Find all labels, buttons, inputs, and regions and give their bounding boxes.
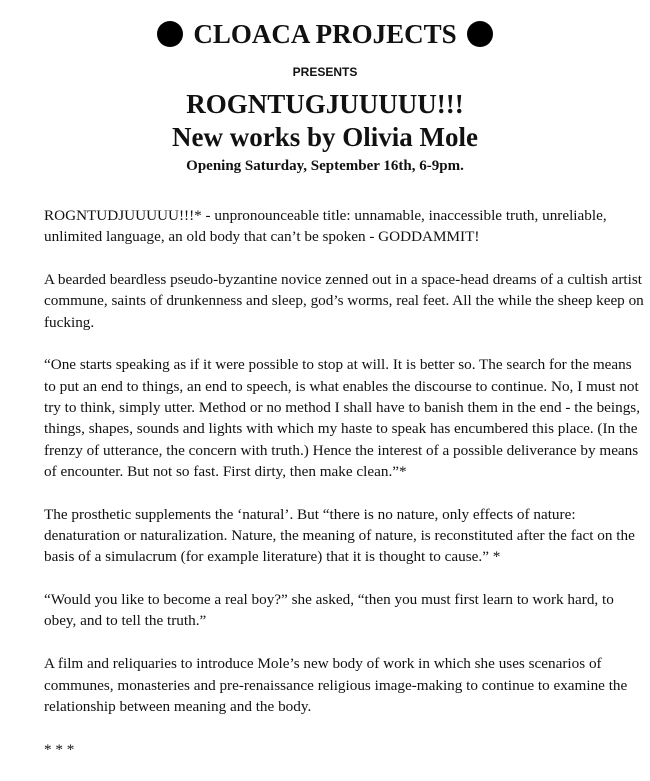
organization-title <box>0 14 650 54</box>
section-separator: * * * <box>44 740 75 758</box>
exhibition-title: ROGNTUGJUUUUU!!! <box>186 89 464 119</box>
presents-label: PRESENTS <box>292 65 358 79</box>
exhibition-subtitle: New works by Olivia Mole <box>172 122 478 152</box>
paragraph: ROGNTUDJUUUUU!!!* - unpronounceable title: unnamable, inaccessible truth, unreliable, unlimited language, an old body that can’t be spoken - GODDAMMIT! <box>44 207 607 246</box>
paragraph: “Would you like to become a real boy?” she asked, “then you must first learn to work hard, to obey, and to tell the truth.” <box>44 591 614 630</box>
paragraph: The prosthetic supplements the ‘natural’. But “there is no nature, only effects of nature: denaturation or naturalization. Nature, the meaning of nature, is reconstituted after the fact on the basis of a simulacrum (for example literature) that it is thought to cause.” * <box>44 505 635 566</box>
black-circle-icon <box>157 21 183 47</box>
paragraph: A film and reliquaries to introduce Mole’s new body of work in which she uses scenarios of communes, monasteries and pre-renaissance religious image-making to continue to examine the relationship between meaning and the body. <box>44 655 628 715</box>
organization-name: CLOACA PROJECTS <box>193 19 457 49</box>
paragraph: “One starts speaking as if it were possible to stop at will. It is better so. The search for the means to put an end to things, an end to speech, is what enables the discourse to continue. No, I must not try to think, simply utter. Method or no method I shall have to banish them in the end - the beings, things, shapes, sounds and lights with which my haste to speak has encumbered this place. (In the frenzy of utterance, the concern with truth.) Hence the interest of a possible deliverance by means of encounter. But not so fast. First dirty, then make clean.”* <box>44 356 641 480</box>
press-release-body <box>44 205 644 781</box>
black-circle-icon <box>467 21 493 47</box>
paragraph: A bearded beardless pseudo-byzantine novice zenned out in a space-head dreams of a cultish artist commune, saints of drunkenness and sleep, god’s worms, real feet. All the while the sheep keep on fucking. <box>44 271 644 331</box>
opening-date: Opening Saturday, September 16th, 6-9pm. <box>186 158 464 174</box>
